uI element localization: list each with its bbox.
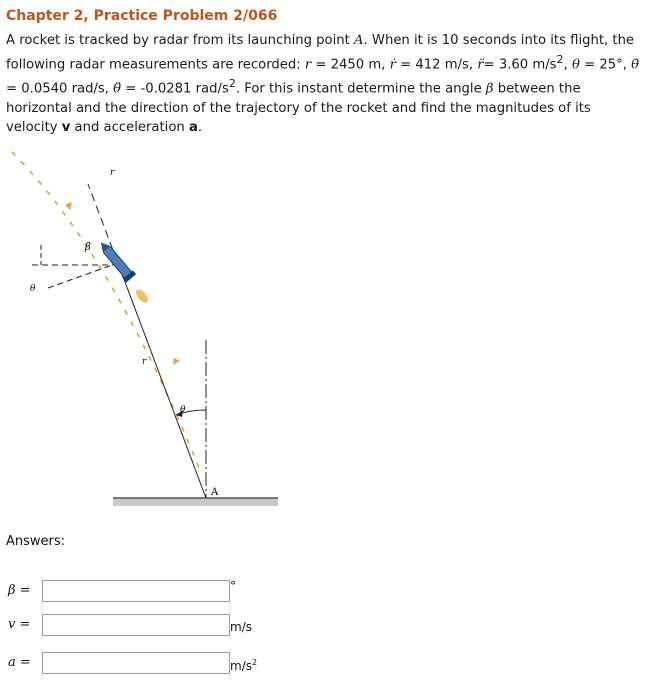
- trajectory-path: [12, 152, 200, 470]
- trajectory-arrow: [65, 202, 72, 210]
- ground: [113, 498, 278, 506]
- answer-row-beta: [0, 580, 300, 604]
- acceleration-unit: $m/s^2$: [230, 658, 258, 673]
- velocity-input[interactable]: [42, 614, 230, 636]
- answers-heading: Answers:: [6, 534, 66, 549]
- radial-line: [122, 274, 206, 498]
- theta-direction-line: [48, 264, 115, 288]
- beta-symbol: β =: [8, 583, 31, 598]
- label-theta-left: θ: [30, 284, 36, 294]
- v-symbol: v =: [8, 617, 31, 632]
- answer-row-velocity: [0, 614, 300, 638]
- answer-row-acceleration: [0, 652, 300, 676]
- degree-unit: °: [230, 579, 236, 593]
- trajectory-arrow: [173, 358, 180, 365]
- label-beta: β: [85, 242, 91, 253]
- rocket: [96, 238, 136, 282]
- rocket-exhaust: [134, 287, 150, 304]
- label-r-top: r: [110, 168, 115, 178]
- rocket-radar-diagram: [0, 140, 300, 520]
- a-symbol: a =: [8, 655, 31, 670]
- velocity-unit: m/s: [230, 620, 252, 634]
- problem-statement: A rocket is tracked by radar from its launching point A. When it is 10 seconds into its flight, the following radar measurements are recorded: r = 2450 m, ṙ = 412 m/s, r̈= 3.60 $m/s^2$, θ = 25°, θ̇ = 0.0540 rad/s, θ̈ = -0.0281 rad/$s^2$. For this instant determine the angle β between the horizontal and the direction of the trajectory of the rocket and find the magnitudes of its velocity v and acceleration a.: [6, 33, 640, 135]
- label-theta-arc: θ: [180, 405, 186, 415]
- label-A: A: [211, 487, 219, 498]
- problem-title: Chapter 2, Practice Problem 2/066: [6, 8, 278, 24]
- acceleration-input[interactable]: [42, 652, 230, 674]
- beta-input[interactable]: [42, 580, 230, 602]
- label-r-mid: r: [142, 357, 147, 367]
